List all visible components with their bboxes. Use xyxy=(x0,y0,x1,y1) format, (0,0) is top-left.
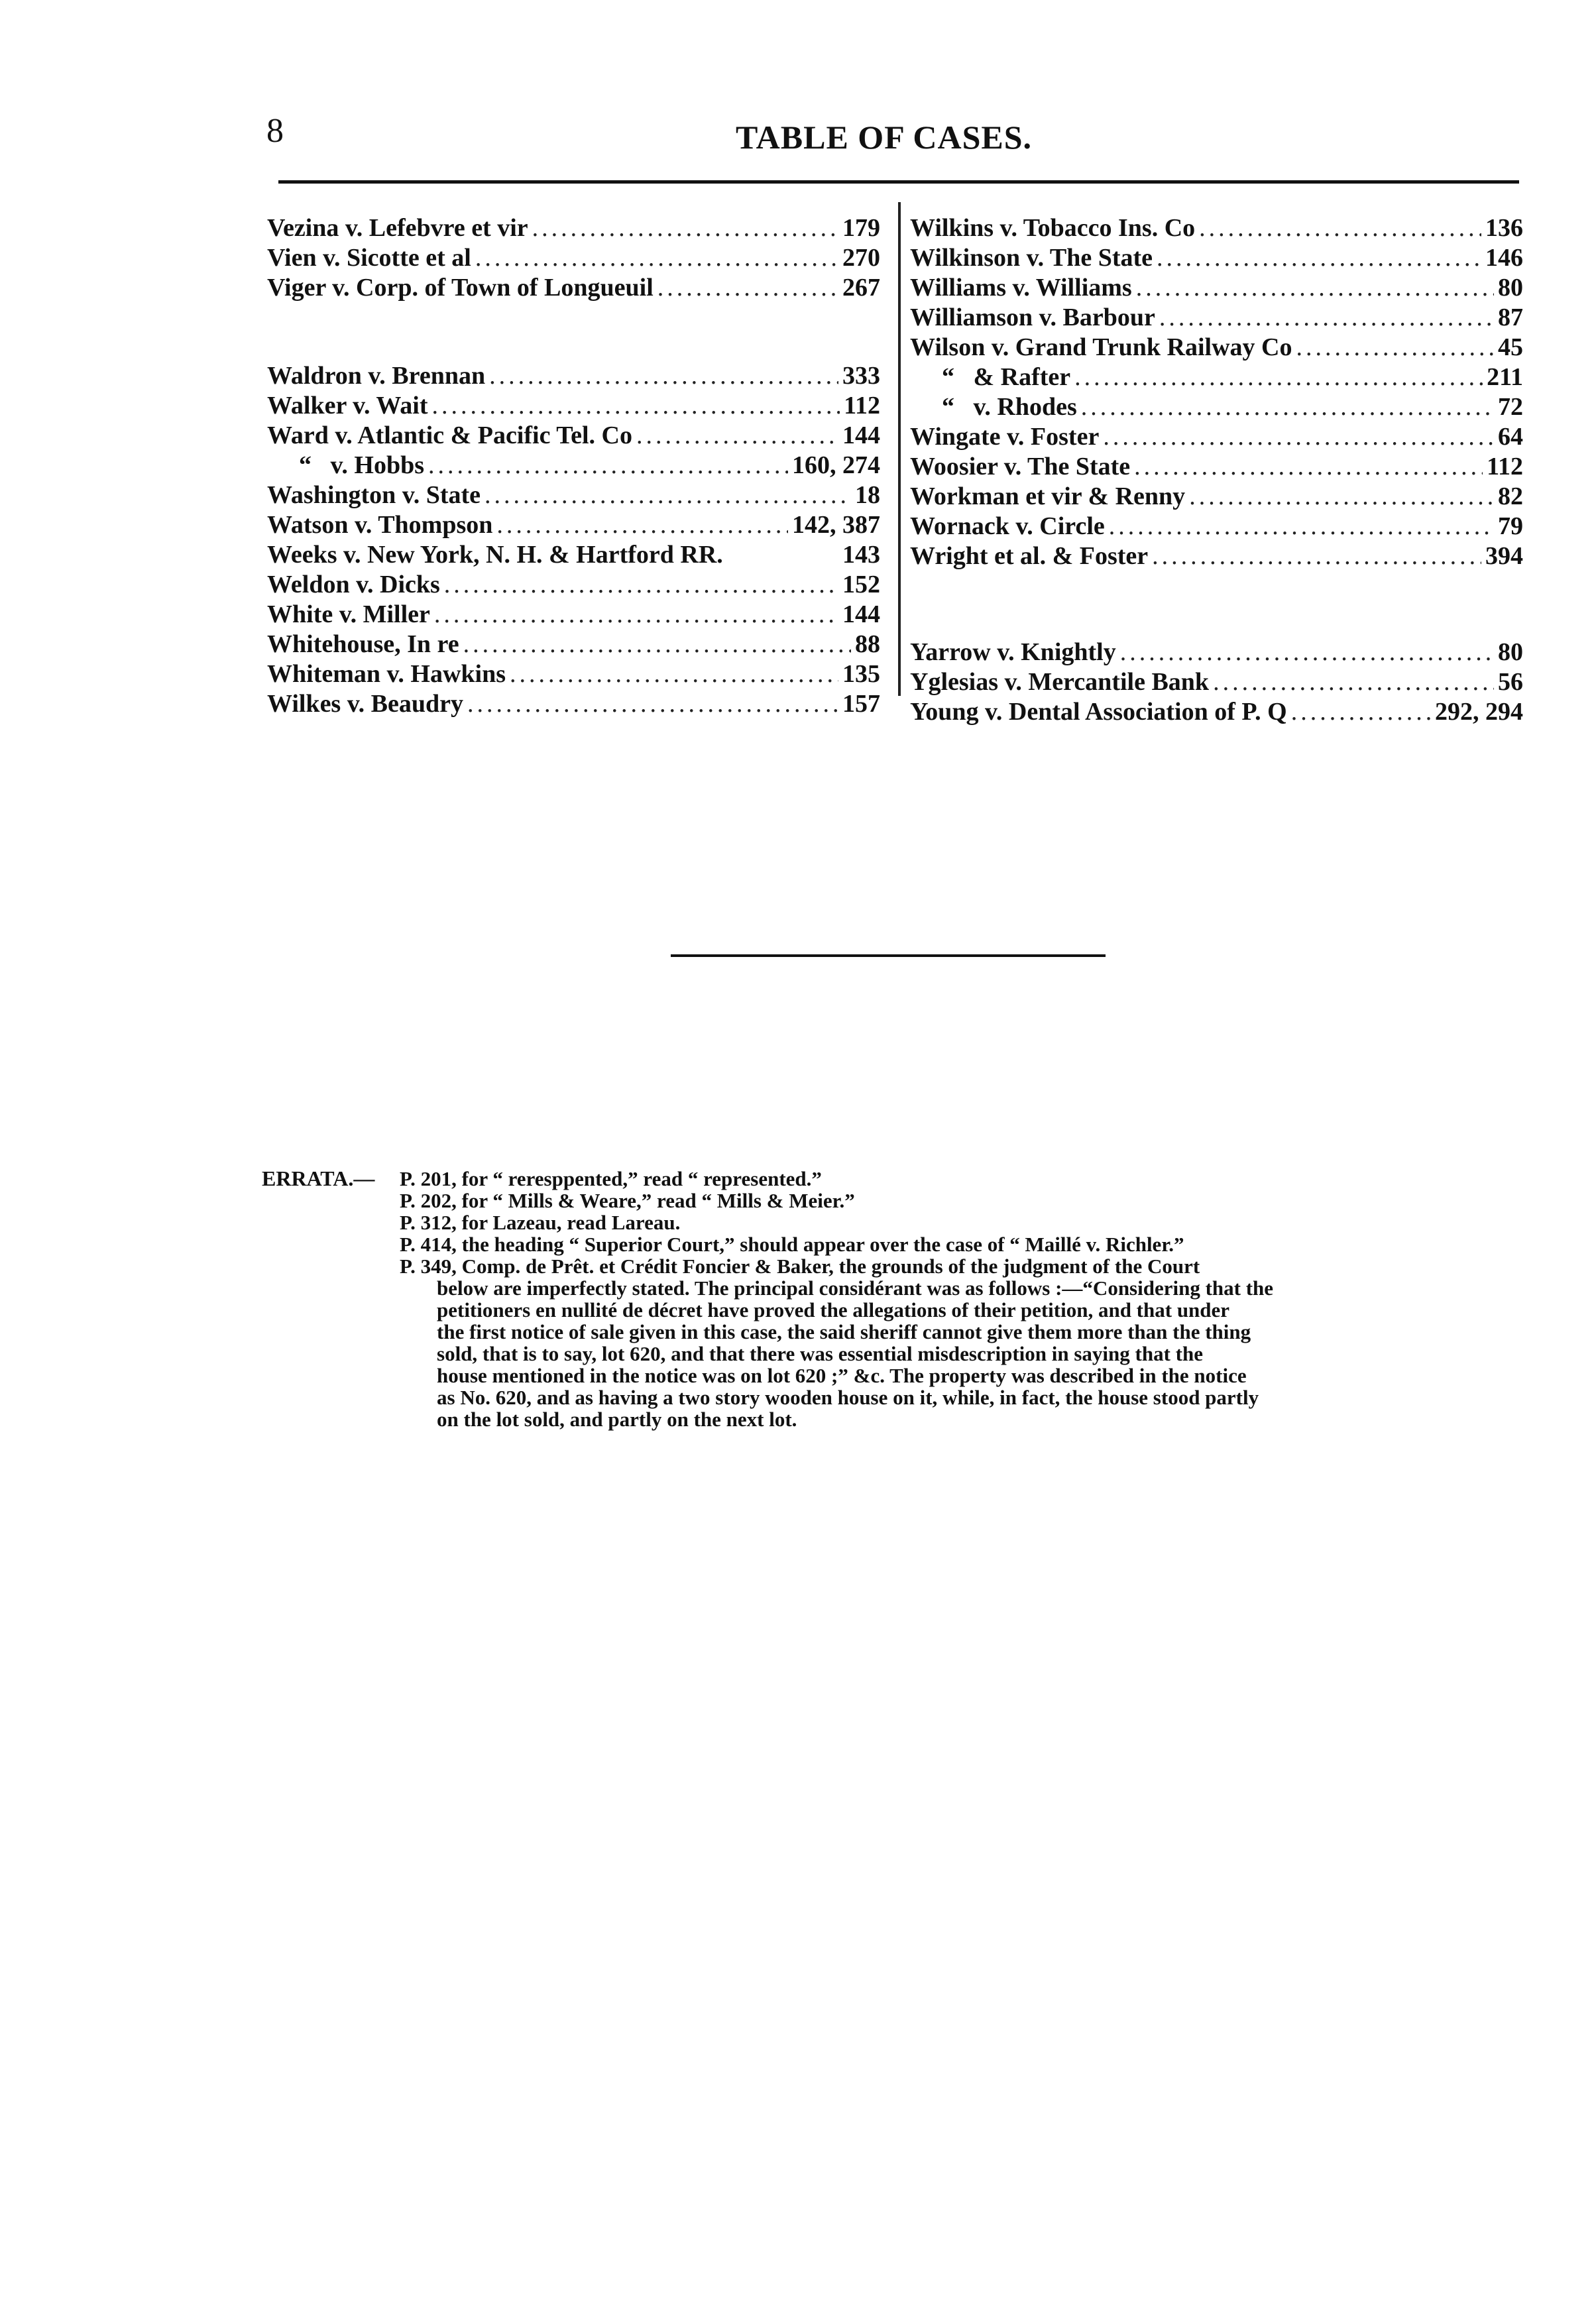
case-page: 144 xyxy=(842,600,880,628)
case-entry xyxy=(910,303,1523,333)
errata-item: P. 414, the heading “ Superior Court,” should appear over the case of “ Maillé v. Richler.” xyxy=(400,1233,1184,1256)
errata-item: P. 201, for “ reresppented,” read “ represented.” xyxy=(400,1167,822,1190)
case-page: 267 xyxy=(842,274,880,302)
case-page: 211 xyxy=(1487,363,1523,391)
case-name: White v. Miller xyxy=(267,600,430,628)
case-page: 394 xyxy=(1485,542,1523,570)
leader-dots xyxy=(475,243,838,272)
leader-dots xyxy=(1213,667,1494,697)
leader-dots xyxy=(484,480,851,510)
case-name: Weldon v. Dicks xyxy=(267,571,440,598)
leader-dots xyxy=(1291,697,1431,726)
leader-dots xyxy=(1074,363,1483,392)
errata-label: ERRATA.— xyxy=(262,1166,375,1190)
case-entry xyxy=(910,363,1523,392)
leader-dots xyxy=(1296,333,1495,362)
case-group-w xyxy=(267,361,880,719)
case-name: Wilkins v. Tobacco Ins. Co xyxy=(910,214,1196,242)
leader-dots xyxy=(467,689,838,718)
case-entry xyxy=(267,630,880,659)
case-name: Wingate v. Foster xyxy=(910,423,1100,451)
case-name: Walker v. Wait xyxy=(267,392,428,420)
case-page: 18 xyxy=(855,481,880,509)
case-entry xyxy=(910,333,1523,363)
leader-dots xyxy=(1159,303,1494,332)
case-name: “ & Rafter xyxy=(942,363,1071,391)
errata-item: P. 349, Comp. de Prêt. et Crédit Foncier & Baker, the grounds of the judgment of the Court xyxy=(400,1255,1200,1278)
leader-dots xyxy=(1103,422,1494,451)
case-name: Weeks v. New York, N. H. & Hartford RR. xyxy=(267,541,723,569)
case-page: 64 xyxy=(1498,423,1523,451)
case-entry xyxy=(267,391,880,421)
case-entry xyxy=(910,213,1523,243)
case-name: Yglesias v. Mercantile Bank xyxy=(910,668,1210,696)
errata-paragraph-line: sold, that is to say, lot 620, and that there was essential misdescription in saying that the xyxy=(437,1342,1203,1365)
case-name: “ v. Hobbs xyxy=(299,451,425,479)
case-entry xyxy=(910,541,1523,571)
leader-dots xyxy=(636,421,838,450)
leader-dots xyxy=(1120,638,1494,667)
column-divider xyxy=(898,202,901,696)
errata-paragraph-line: below are imperfectly stated. The principal considérant was as follows :—“Considering that the xyxy=(437,1276,1274,1300)
case-name: Young v. Dental Association of P. Q xyxy=(910,698,1287,726)
case-entry xyxy=(267,659,880,689)
case-page: 142, 387 xyxy=(792,511,880,539)
case-entry xyxy=(910,667,1523,697)
case-entry xyxy=(267,480,880,510)
case-name: Wilkes v. Beaudry xyxy=(267,690,463,718)
case-name: Whiteman v. Hawkins xyxy=(267,660,506,688)
case-group-v xyxy=(267,213,880,303)
case-page: 80 xyxy=(1498,638,1523,666)
case-name: Wornack v. Circle xyxy=(910,512,1105,540)
case-name: “ v. Rhodes xyxy=(942,393,1077,421)
case-group-w xyxy=(910,213,1523,571)
case-entry xyxy=(910,638,1523,667)
errata-item: P. 312, for Lazeau, read Lareau. xyxy=(400,1211,681,1234)
errata-paragraph-line: petitioners en nullité de décret have proved the allegations of their petition, and that under xyxy=(437,1298,1230,1321)
leader-dots xyxy=(496,510,788,539)
case-page: 112 xyxy=(1487,453,1523,480)
case-entry xyxy=(267,600,880,630)
case-entry xyxy=(267,273,880,303)
case-page: 112 xyxy=(844,392,880,420)
leader-dots xyxy=(1134,452,1483,481)
leader-dots xyxy=(428,451,788,480)
case-page: 144 xyxy=(842,422,880,449)
case-entry xyxy=(267,510,880,540)
leader-dots xyxy=(657,273,838,302)
leader-dots xyxy=(489,361,838,390)
case-page: 157 xyxy=(842,690,880,718)
case-name: Woosier v. The State xyxy=(910,453,1131,480)
case-entry xyxy=(267,689,880,719)
errata-paragraph-line: on the lot sold, and partly on the next lot. xyxy=(437,1408,797,1431)
case-entry xyxy=(267,421,880,451)
case-entry xyxy=(910,697,1523,727)
case-name: Williams v. Williams xyxy=(910,274,1132,302)
leader-dots xyxy=(510,659,838,689)
case-page: 135 xyxy=(842,660,880,688)
leader-dots xyxy=(1136,273,1494,302)
right-column xyxy=(910,213,1523,727)
case-entry xyxy=(910,392,1523,422)
case-page: 179 xyxy=(842,214,880,242)
case-page: 87 xyxy=(1498,304,1523,331)
leader-dots xyxy=(1109,512,1494,541)
errata-paragraph-line: house mentioned in the notice was on lot 620 ;” &c. The property was described in the notice xyxy=(437,1364,1247,1387)
case-entry xyxy=(267,243,880,273)
page-title: TABLE OF CASES. xyxy=(736,119,1033,156)
errata-paragraph-line: as No. 620, and as having a two story wooden house on it, while, in fact, the house stood partly xyxy=(437,1386,1259,1409)
case-name: Viger v. Corp. of Town of Longueuil xyxy=(267,274,654,302)
case-entry xyxy=(267,361,880,391)
case-page: 160, 274 xyxy=(792,451,880,479)
case-name: Williamson v. Barbour xyxy=(910,304,1155,331)
case-page: 143 xyxy=(842,541,880,569)
case-page: 45 xyxy=(1498,333,1523,361)
case-name: Vien v. Sicotte et al xyxy=(267,244,471,272)
case-page: 72 xyxy=(1498,393,1523,421)
case-name: Watson v. Thompson xyxy=(267,511,493,539)
case-entry xyxy=(267,213,880,243)
errata-lines xyxy=(400,1168,1516,1430)
left-column xyxy=(267,213,880,719)
case-entry xyxy=(267,570,880,600)
case-entry xyxy=(910,422,1523,452)
case-page: 80 xyxy=(1498,274,1523,302)
page-number: 8 xyxy=(266,112,284,150)
case-entry xyxy=(910,512,1523,541)
case-entry xyxy=(910,452,1523,482)
case-group-y xyxy=(910,638,1523,727)
case-name: Ward v. Atlantic & Pacific Tel. Co xyxy=(267,422,632,449)
case-page: 270 xyxy=(842,244,880,272)
case-page: 79 xyxy=(1498,512,1523,540)
case-name: Wilkinson v. The State xyxy=(910,244,1153,272)
case-page: 333 xyxy=(842,362,880,390)
leader-dots xyxy=(463,630,851,659)
case-page: 82 xyxy=(1498,482,1523,510)
case-name: Vezina v. Lefebvre et vir xyxy=(267,214,528,242)
case-page: 292, 294 xyxy=(1435,698,1523,726)
case-entry xyxy=(910,482,1523,512)
header-rule xyxy=(278,180,1519,184)
case-entry xyxy=(910,273,1523,303)
leader-dots xyxy=(444,570,838,599)
case-page: 152 xyxy=(842,571,880,598)
leader-dots xyxy=(1152,541,1481,571)
case-name: Whitehouse, In re xyxy=(267,630,459,658)
case-page: 146 xyxy=(1485,244,1523,272)
case-name: Workman et vir & Renny xyxy=(910,482,1186,510)
case-page: 88 xyxy=(855,630,880,658)
leader-dots xyxy=(431,391,840,420)
leader-dots xyxy=(434,600,838,629)
leader-dots xyxy=(1199,213,1481,243)
leader-dots xyxy=(1157,243,1481,272)
case-entry xyxy=(267,451,880,480)
case-name: Washington v. State xyxy=(267,481,481,509)
case-page: 136 xyxy=(1485,214,1523,242)
errata-paragraph-line: the first notice of sale given in this case, the said sheriff cannot give them more than the thing xyxy=(437,1320,1251,1343)
case-entry xyxy=(910,243,1523,273)
section-rule xyxy=(671,954,1106,957)
case-page: 56 xyxy=(1498,668,1523,696)
errata-item: P. 202, for “ Mills & Weare,” read “ Mills & Meier.” xyxy=(400,1189,855,1212)
case-name: Waldron v. Brennan xyxy=(267,362,486,390)
leader-dots xyxy=(1081,392,1494,422)
case-name: Yarrow v. Knightly xyxy=(910,638,1116,666)
case-name: Wilson v. Grand Trunk Railway Co xyxy=(910,333,1292,361)
leader-dots xyxy=(532,213,838,243)
case-entry xyxy=(267,540,880,570)
leader-dots xyxy=(1189,482,1494,511)
case-name: Wright et al. & Foster xyxy=(910,542,1149,570)
